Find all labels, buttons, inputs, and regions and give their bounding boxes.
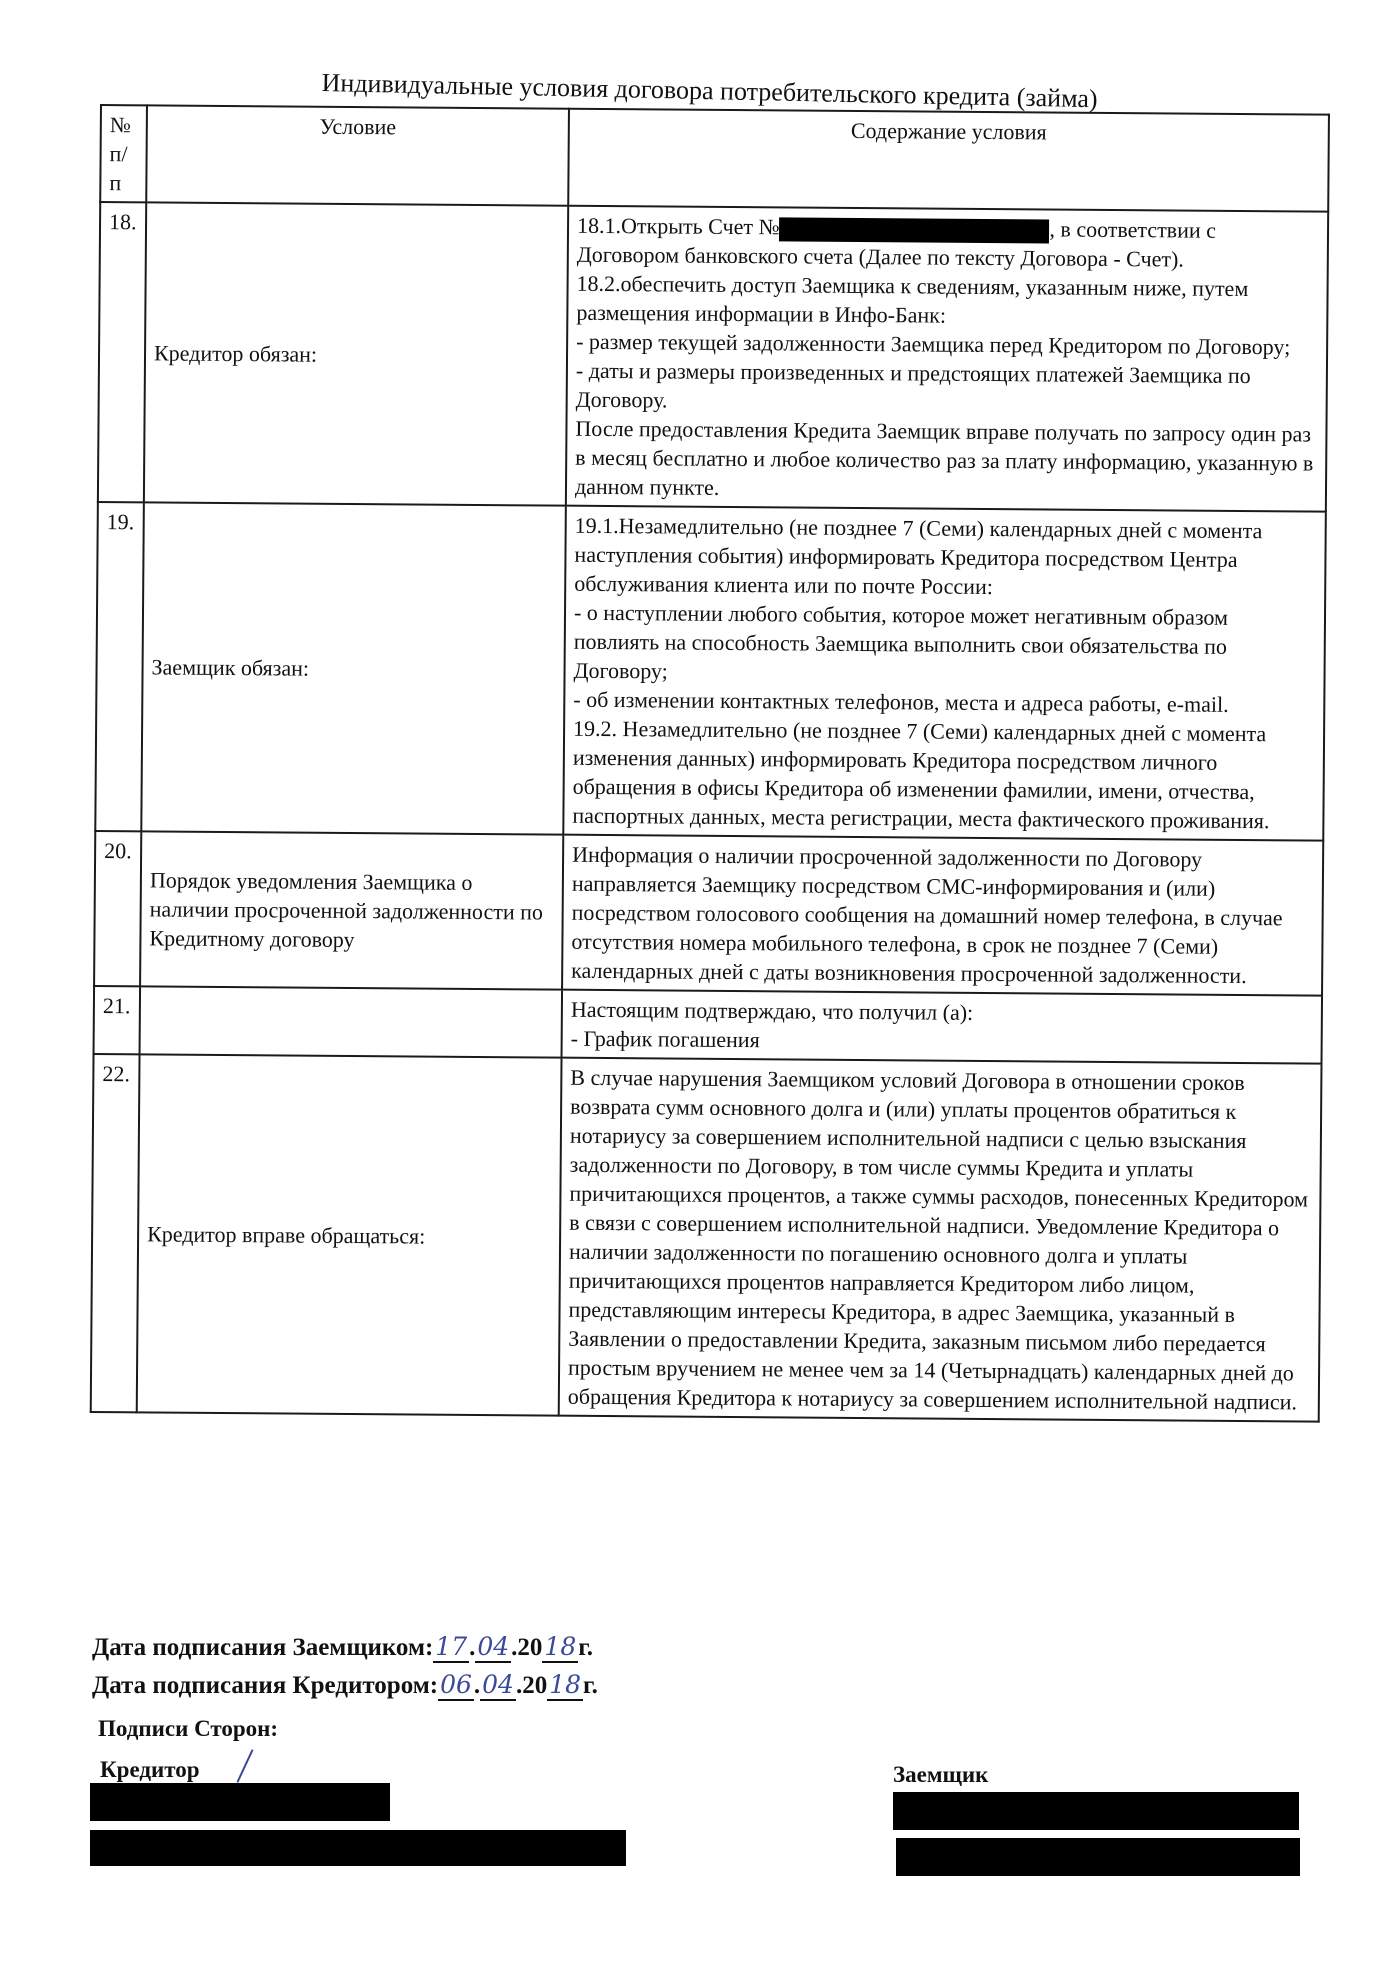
creditor-signing-date [92,1670,598,1701]
redacted-creditor-name [90,1783,390,1821]
content-line: Договором банковского счета (Далее по тексту Договора - Счет). [576,241,1184,272]
redacted-borrower-signature [896,1838,1300,1876]
year-suffix: г. [583,1672,598,1699]
row-content [562,835,1323,996]
date-separator: . [469,1634,476,1661]
signature-stroke [236,1749,253,1782]
content-line: - об изменении контактных телефонов, места и адреса работы, e-mail. [573,686,1229,717]
row-number: 22. [91,1054,140,1412]
content-line: Настоящим подтверждаю, что получил (а): [570,996,974,1025]
content-line: - даты и размеры произведенных и предстоящих платежей Заемщика по Договору. [575,357,1251,413]
creditor-date-day: 06 [440,1670,472,1699]
row-condition: Заемщик обязан: [141,502,566,834]
row-number: 21. [94,986,141,1054]
account-suffix: , в соответствии с [1049,216,1217,243]
table-row [91,1054,1322,1422]
content-line: 19.1.Незамедлительно (не позднее 7 (Семи) календарных дней с момента наступления события) информировать Кредитора посредством Центра обслуживания клиента или по почте России: [574,512,1263,600]
row-condition [140,986,563,1057]
redacted-account-number [779,217,1049,243]
borrower-date-month: 04 [477,1632,510,1661]
row-content [563,506,1326,841]
year-suffix: г. [578,1634,594,1661]
table-row [95,502,1326,841]
year-prefix: 20 [522,1672,548,1699]
table-header-row [100,105,1329,212]
content-line: - График погашения [570,1025,760,1053]
row-condition: Кредитор обязан: [144,202,568,505]
table-row [94,986,1322,1064]
row-number: 18. [98,202,146,502]
borrower-date-label: Дата подписания Заемщиком: [92,1634,434,1661]
content-line: Информация о наличии просроченной задолженности по Договору направляется Заемщику посредством СМС-информирования и (или) посредством голосового сообщения на домашний номер телефона, в случае отсутствия номера мобильного телефона, в срок не позднее 7 (Семи) календарных дней с даты возникновения просроченной задолженности. [571,841,1283,989]
table-row [94,831,1323,996]
content-line: После предоставления Кредита Заемщик вправе получать по запросу один раз в месяц бесплатно и любое количество раз за плату информацию, указанную в данном пункте. [574,415,1314,500]
borrower-label: Заемщик [893,1762,989,1787]
row-condition: Кредитор вправе обращаться: [137,1054,562,1415]
date-separator: . [473,1672,481,1699]
content-line: В случае нарушения Заемщиком условий Договора в отношении сроков возврата сумм основного долга и (или) уплаты процентов обратиться к нотариусу за совершением исполнительной надписи с целью взыскания задолженности по Договору, в том числе суммы Кредита и уплаты причитающихся процентов, а также суммы расходов, понесенных Кредитором в связи с совершением исполнительной надписи. Уведомление Кредитора о наличии задолженности по погашению основного долга и уплаты причитающихся процентов направляется Кредитором либо лицом, представляющим интересы Кредитора, в адрес Заемщика, указанный в Заявлении о предоставлении Кредита, заказным письмом либо передается простым вручением не менее чем за 14 (Четырнадцать) календарных дней до обращения Кредитора к нотариусу за совершением исполнительной надписи. [567,1064,1309,1415]
borrower-signing-date [92,1632,593,1663]
creditor-date-year: 18 [549,1670,582,1699]
row-content [559,1058,1322,1422]
redacted-creditor-signature [90,1830,626,1866]
row-number: 20. [94,831,141,986]
borrower-date-day: 17 [435,1632,468,1661]
creditor-label: Кредитор [100,1757,200,1782]
account-prefix: 18.1.Открыть Счет № [576,212,780,240]
table-row [98,202,1328,512]
signatures-label: Подписи Сторон: [98,1716,279,1741]
content-line: 18.2.обеспечить доступ Заемщика к сведениям, указанным ниже, путем размещения информации в Инфо-Банк: [576,270,1249,328]
row-condition: Порядок уведомления Заемщика о наличии просроченной задолженности по Кредитному договору [140,831,563,989]
row-number: 19. [95,502,144,831]
date-separator: . [515,1672,523,1699]
redacted-borrower-name [893,1792,1299,1830]
row-content [562,990,1323,1064]
creditor-date-label: Дата подписания Кредитором: [92,1672,439,1699]
date-separator: . [511,1634,518,1661]
header-condition: Условие [146,105,569,205]
table-title: Индивидуальные условия договора потребительского кредита (займа) [321,68,1098,114]
content-line: - о наступлении любого события, которое может негативным образом повлиять на способность Заемщика выполнить свои обязательства по Договору; [573,599,1229,684]
header-content: Содержание условия [568,109,1329,212]
content-line: - размер текущей задолженности Заемщика перед Кредитором по Договору; [576,328,1291,360]
borrower-date-year: 18 [544,1632,577,1661]
year-prefix: 20 [517,1634,543,1661]
row-content [566,206,1328,512]
creditor-date-month: 04 [482,1670,514,1699]
conditions-table [90,104,1330,1423]
content-line: 19.2. Незамедлительно (не позднее 7 (Семи) календарных дней с момента изменения данных) информировать Кредитора посредством личного обращения в офисы Кредитора об изменении фамилии, имени, отчества, паспортных данных, места регистрации, места фактического проживания. [572,715,1270,834]
header-num: № п/п [100,105,147,202]
